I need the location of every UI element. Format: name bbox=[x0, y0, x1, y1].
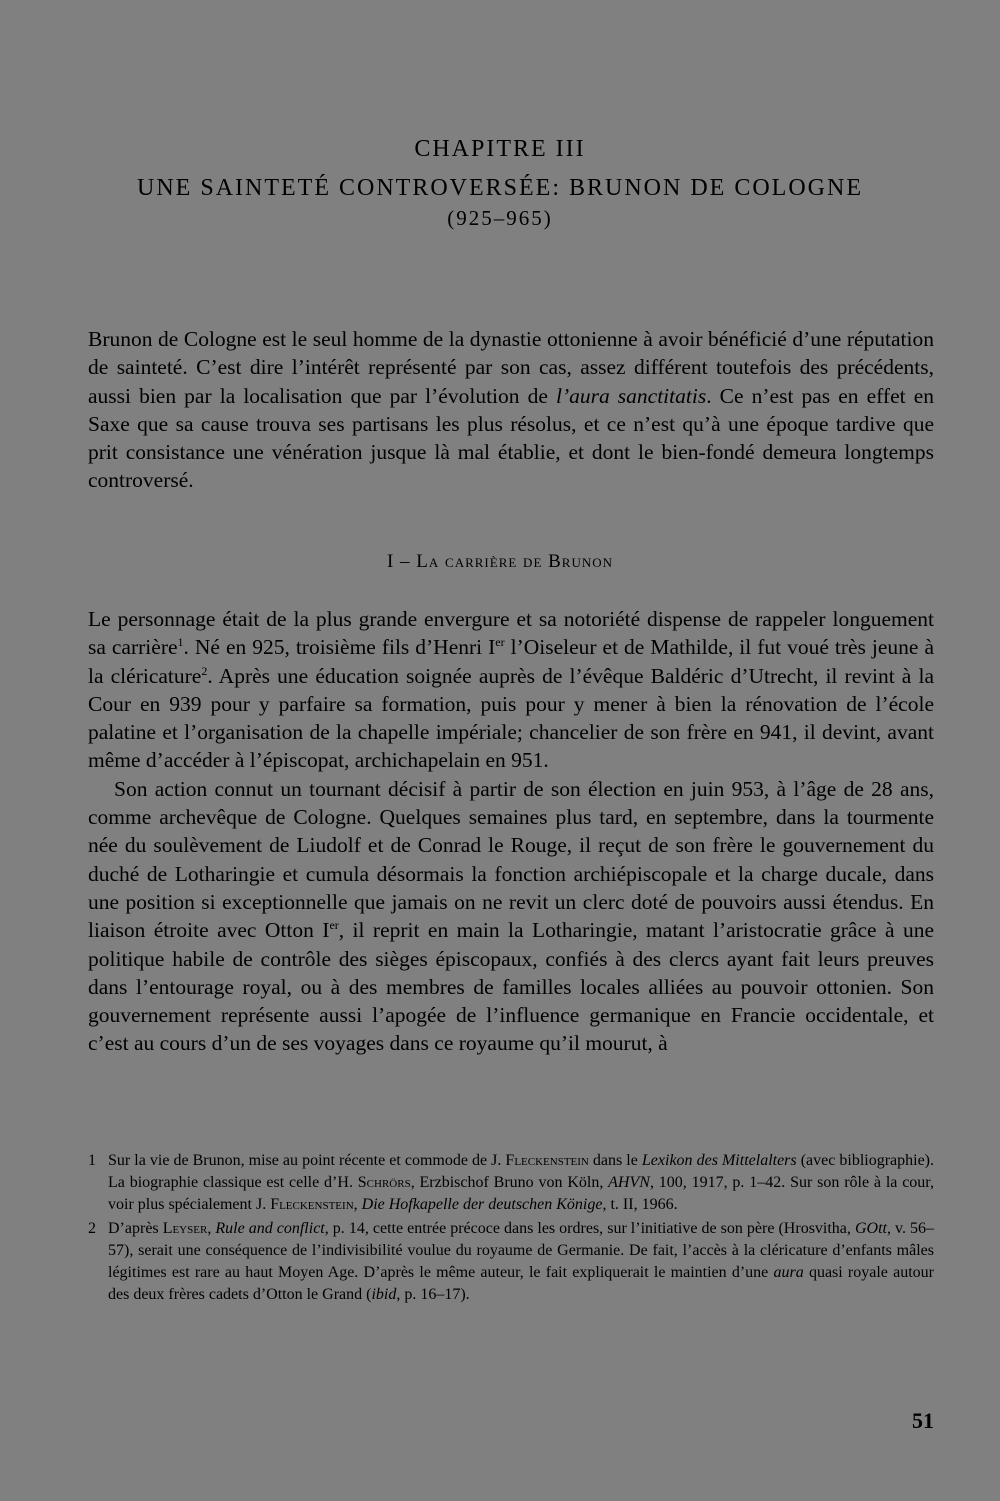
footnote-1 bbox=[88, 1150, 934, 1216]
text-run: . Après une éducation soignée auprès de l’évêque Baldéric d’Utrecht, il revint à la Cour en 939 pour y parfaire sa formation, puis pour y mener à bien la rénovation de l’école palatine et l’organisation de la chapelle impériale; chancelier de son frère en 941, il devint, avant même d’accéder à l’épiscopat, archichapelain en 951. bbox=[88, 663, 934, 773]
section-paragraph-2 bbox=[88, 775, 934, 1058]
section-heading: I – La carrière de Brunon bbox=[386, 551, 614, 572]
text-run: quasi royale autour des deux frères cadets d’Otton le Grand ( bbox=[108, 1264, 934, 1303]
intro-section bbox=[88, 325, 934, 495]
italic-text: Lexikon des Mittelalters bbox=[641, 1152, 797, 1169]
text-run: , bbox=[353, 1196, 362, 1213]
text-run: , Erzbischof Bruno von Köln, bbox=[410, 1174, 609, 1191]
text-run: Son action connut un tournant décisif à partir de son élection en juin 953, à l’âge de 28 ans, comme archevêque de Cologne. Quelques semaines plus tard, en septembre, dans la tourmente née du soulèvement de Liudolf et de Conrad le Rouge, il reçut de son frère le gouvernement du duché de Lotharingie et cumula désormais la fonction archiépiscopale et la charge ducale, dans une position si exceptionnelle que jamais on ne revit un clerc doté de pouvoirs aussi étendus. En liaison étroite avec Otton I bbox=[88, 776, 934, 943]
intro-paragraph bbox=[88, 325, 934, 495]
author-name: Fleckenstein bbox=[505, 1152, 589, 1169]
section-paragraph-1 bbox=[88, 605, 934, 775]
author-name: Schrörs bbox=[357, 1174, 411, 1191]
author-name: Fleckenstein bbox=[270, 1196, 354, 1213]
text-run: , v. 56–57), serait une conséquence de l’indivisibilité voulue du royaume de Germanie. De fait, l’accès à la cléricature d’enfants mâles légitimes est rare au haut Moyen Age. D’après le même auteur, le fait expliquerait le maintien d’une bbox=[108, 1220, 934, 1281]
italic-text: aura bbox=[773, 1264, 804, 1281]
text-run: (avec bibliographie). La biographie classique est celle d’H. bbox=[108, 1152, 935, 1191]
text-run: Brunon de Cologne est le seul homme de la dynastie ottonienne à avoir bénéficié d’une réputation de sainteté. C’est dire l’intérêt représenté par son cas, assez différent toutefois des précédents, aussi bien par la localisation que par l’évolution de bbox=[88, 327, 934, 408]
italic-text: GOtt bbox=[854, 1220, 887, 1237]
footnote-ref[interactable]: 2 bbox=[201, 663, 208, 678]
italic-text: AHVN bbox=[608, 1174, 650, 1191]
page-number: 51 bbox=[912, 1408, 934, 1433]
text-run: , 100, 1917, p. 1–42. Sur son rôle à la cour, voir plus spécialement J. bbox=[108, 1174, 934, 1213]
text-run: , t. II, 1966. bbox=[602, 1196, 678, 1213]
chapter-number: CHAPITRE III bbox=[414, 136, 586, 162]
text-run: D’après bbox=[108, 1220, 163, 1237]
text-run: l’Oiseleur et de Mathilde, il fut voué très jeune à la cléricature bbox=[88, 635, 934, 688]
text-run: , bbox=[207, 1220, 216, 1237]
author-name: Leyser bbox=[162, 1220, 208, 1237]
text-run: . Ce n’est pas en effet en Saxe que sa cause trouva ses partisans les plus résolus, et ce n’est qu’à une époque tardive que prit consistance une vénération jusque là mal établie, et dont le bien-fondé demeura longtemps controversé. bbox=[88, 383, 934, 493]
ordinal-superscript: er bbox=[495, 635, 505, 650]
text-run: Sur la vie de Brunon, mise au point récente et commode de J. bbox=[108, 1152, 506, 1169]
chapter-title: UNE SAINTETÉ CONTROVERSÉE: BRUNON DE COLOGNE bbox=[137, 175, 863, 201]
italic-text: Die Hofkapelle der deutschen Könige bbox=[361, 1196, 603, 1213]
italic-text: l’aura sanctitatis bbox=[555, 383, 707, 408]
footnote-number: 1 bbox=[88, 1152, 96, 1169]
footnote-number: 2 bbox=[88, 1220, 96, 1237]
text-run: , p. 14, cette entrée précoce dans les ordres, sur l’initiative de son père (Hrosvitha, bbox=[324, 1220, 855, 1237]
footnote-ref[interactable]: 1 bbox=[177, 635, 184, 650]
footnote-2 bbox=[88, 1218, 934, 1306]
text-run: . Né en 925, troisième fils d’Henri I bbox=[183, 635, 496, 660]
chapter-dates: (925–965) bbox=[447, 206, 553, 230]
italic-text: ibid bbox=[371, 1286, 397, 1303]
section-body bbox=[88, 605, 934, 1058]
footnotes bbox=[88, 1150, 934, 1308]
text-run: , p. 16–17). bbox=[396, 1286, 470, 1303]
italic-text: Rule and conflict bbox=[215, 1220, 325, 1237]
text-run: dans le bbox=[588, 1152, 642, 1169]
text-run: Le personnage était de la plus grande envergure et sa notoriété dispense de rappeler longuement sa carrière bbox=[88, 607, 934, 660]
ordinal-superscript: er bbox=[329, 918, 339, 933]
text-run: , il reprit en main la Lotharingie, matant l’aristocratie grâce à une politique habile de contrôle des sièges épiscopaux, confiés à des clercs ayant fait leurs preuves dans l’entourage royal, ou à des membres de familles locales alliées au pouvoir ottonien. Son gouvernement représente aussi l’apogée de l’influence germanique en Francie occidentale, et c’est au cours d’un de ses voyages dans ce royaume qu’il mourut, à bbox=[88, 918, 934, 1056]
